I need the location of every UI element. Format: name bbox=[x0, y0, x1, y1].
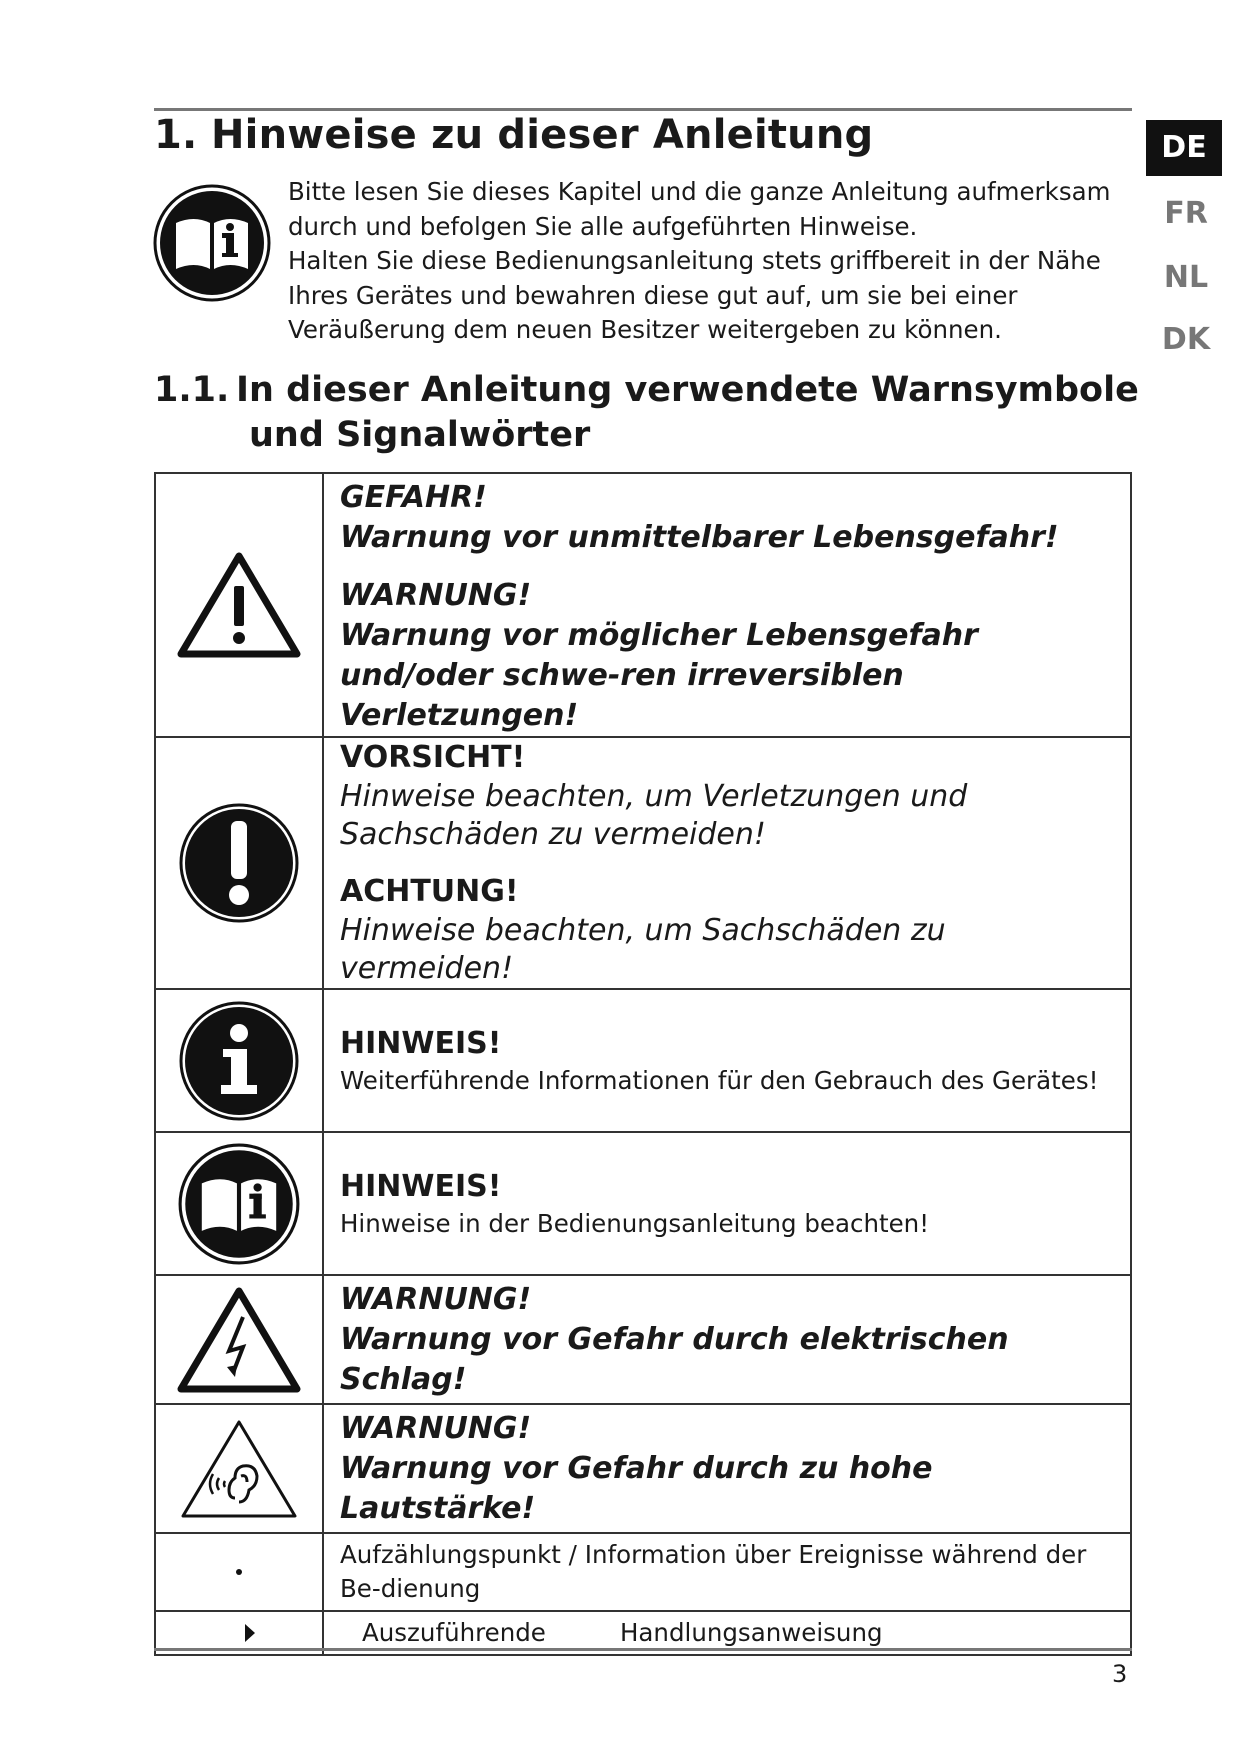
signal-word: GEFAHR! bbox=[340, 480, 487, 515]
lang-tab-de[interactable]: DE bbox=[1146, 120, 1222, 176]
signal-description: Warnung vor möglicher Lebensgefahr und/oder schwe-ren irreversiblen Verletzungen! bbox=[340, 618, 978, 733]
signal-description: Hinweise beachten, um Sachschäden zu vermeiden! bbox=[340, 913, 946, 986]
intro-paragraph: Bitte lesen Sie dieses Kapitel und die ganze Anleitung aufmerksam durch und befolgen Sie alle aufgeführten Hinweise. bbox=[288, 177, 1111, 241]
electric-shock-icon bbox=[177, 1287, 301, 1393]
warning-triangle-icon bbox=[177, 552, 301, 658]
signal-word: WARNUNG! bbox=[340, 1281, 532, 1317]
signal-description: Weiterführende Informationen für den Gebrauch des Gerätes! bbox=[340, 1065, 1099, 1095]
signal-word: WARNUNG! bbox=[340, 578, 532, 613]
table-row bbox=[155, 1404, 1131, 1533]
signal-description: Hinweise beachten, um Verletzungen und Sachschäden zu vermeiden! bbox=[340, 779, 968, 852]
signal-description: Hinweise in der Bedienungsanleitung beachten! bbox=[340, 1208, 930, 1238]
table-row bbox=[155, 473, 1131, 737]
info-circle-icon bbox=[177, 999, 301, 1123]
lang-tab-nl[interactable]: NL bbox=[1163, 260, 1209, 295]
bottom-rule bbox=[154, 1648, 1132, 1651]
signal-word: WARNUNG! bbox=[340, 1410, 532, 1446]
signal-word: HINWEIS! bbox=[340, 1168, 502, 1204]
manual-book-icon bbox=[177, 1142, 301, 1266]
intro-paragraph: Halten Sie diese Bedienungsanleitung stets griffbereit in der Nähe Ihres Gerätes und bewahren diese gut auf, um sie bei einer Veräußerung dem neuen Besitzer weitergeben zu können. bbox=[288, 246, 1101, 344]
lang-tab-dk[interactable]: DK bbox=[1161, 322, 1211, 357]
table-row bbox=[155, 737, 1131, 989]
section-heading: 1. Hinweise zu dieser Anleitung bbox=[154, 112, 874, 158]
table-row bbox=[155, 1533, 1131, 1611]
table-row bbox=[155, 1275, 1131, 1404]
row-description: Aufzählungspunkt / Information über Ereignisse während der Be-dienung bbox=[340, 1540, 1087, 1603]
intro-text bbox=[288, 175, 1138, 348]
signal-description: Warnung vor unmittelbarer Lebensgefahr! bbox=[340, 520, 1059, 555]
page-number: 3 bbox=[1112, 1660, 1128, 1688]
arrow-right-icon bbox=[244, 1623, 256, 1643]
signal-word: HINWEIS! bbox=[340, 1025, 502, 1061]
subsection-heading: 1.1. In dieser Anleitung verwendete Warnsymbole und Signalwörter bbox=[154, 370, 1139, 455]
loud-volume-icon bbox=[177, 1416, 301, 1522]
table-row bbox=[155, 989, 1131, 1132]
signal-description: Warnung vor Gefahr durch elektrischen Schlag! bbox=[340, 1321, 1009, 1397]
warning-symbols-table bbox=[154, 472, 1132, 1656]
bullet-point-icon bbox=[236, 1569, 242, 1575]
signal-description: Warnung vor Gefahr durch zu hohe Lautstärke! bbox=[340, 1450, 933, 1526]
signal-word: VORSICHT! bbox=[340, 740, 526, 775]
manual-book-icon bbox=[152, 183, 272, 303]
table-row bbox=[155, 1132, 1131, 1275]
lang-tab-fr[interactable]: FR bbox=[1164, 196, 1208, 231]
top-rule bbox=[154, 108, 1132, 111]
signal-word: ACHTUNG! bbox=[340, 874, 519, 909]
action-instruction: Auszuführende Handlungsanweisung bbox=[362, 1618, 883, 1647]
exclamation-circle-icon bbox=[177, 801, 301, 925]
